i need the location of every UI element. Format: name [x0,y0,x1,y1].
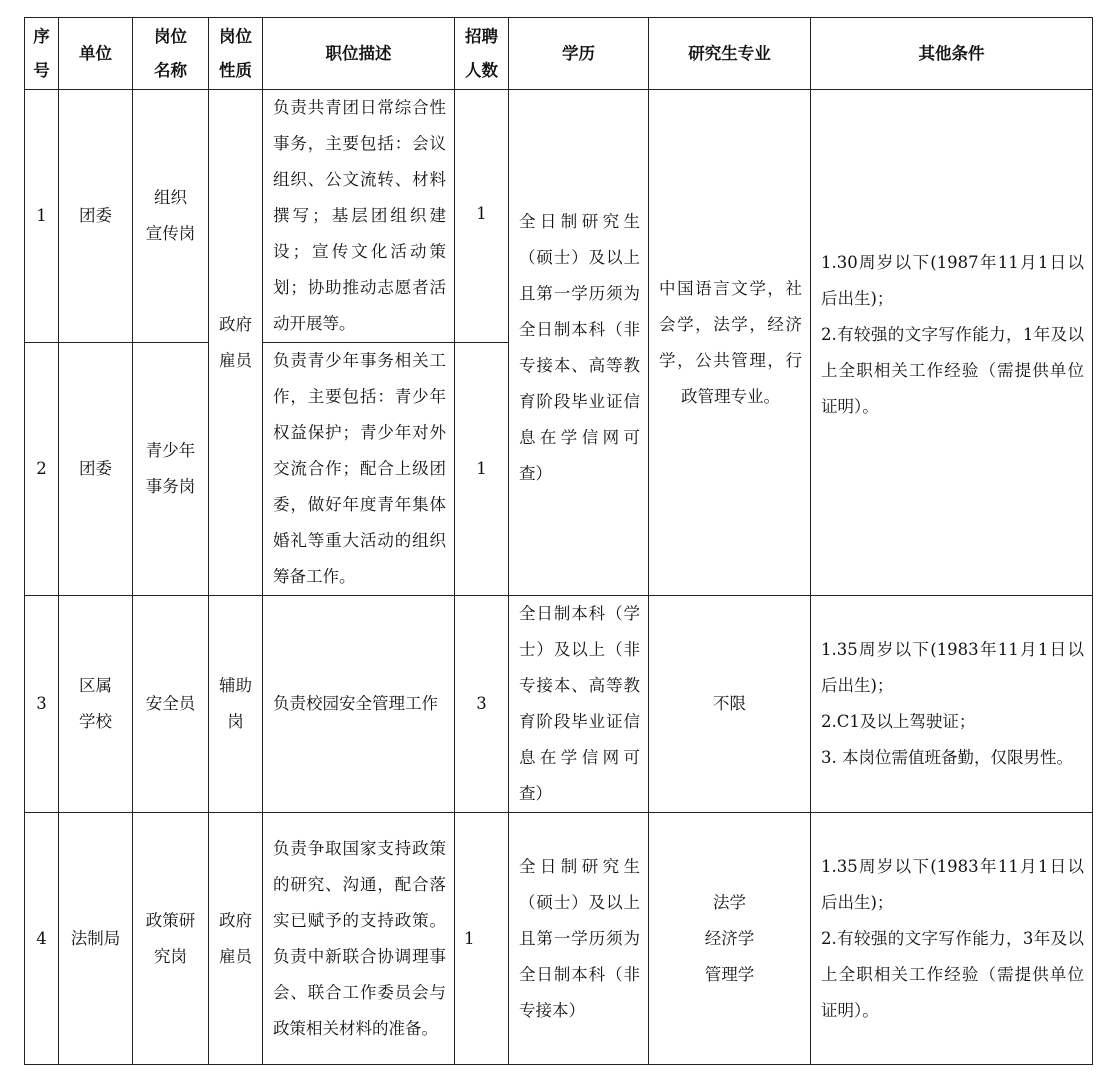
header-count: 招聘 人数 [455,18,509,90]
header-description: 职位描述 [263,18,455,90]
cell-major: 法学 经济学 管理学 [649,813,811,1065]
cell-description: 负责校园安全管理工作 [263,596,455,813]
cell-post-name: 安全员 [133,596,209,813]
cell-no: 1 [25,90,59,343]
header-unit: 单位 [59,18,133,90]
header-post-type: 岗位 性质 [209,18,263,90]
cell-other: 1.35周岁以下(1983年11月1日以后出生)； 2.有较强的文字写作能力，3年及以上全职相关工作经验（需提供单位证明）。 [811,813,1093,1065]
cell-no: 2 [25,343,59,596]
cell-post-type: 政府 雇员 [209,813,263,1065]
cell-other: 1.30周岁以下(1987年11月1日以后出生)； 2.有较强的文字写作能力，1年及以上全职相关工作经验（需提供单位证明）。 [811,90,1093,596]
cell-education: 全日制研究生（硕士）及以上且第一学历须为全日制本科（非专接本） [509,813,649,1065]
cell-education: 全日制本科（学士）及以上（非专接本、高等教育阶段毕业证信息在学信网可查） [509,596,649,813]
cell-count: 1 [455,90,509,343]
cell-description: 负责争取国家支持政策的研究、沟通，配合落实已赋予的支持政策。负责中新联合协调理事会、联合工作委员会与政策相关材料的准备。 [263,813,455,1065]
cell-description: 负责青少年事务相关工作，主要包括：青少年权益保护；青少年对外交流合作；配合上级团委，做好年度青年集体婚礼等重大活动的组织筹备工作。 [263,343,455,596]
cell-unit: 法制局 [59,813,133,1065]
cell-major: 中国语言文学，社会学，法学，经济学，公共管理，行政管理专业。 [649,90,811,596]
header-major: 研究生专业 [649,18,811,90]
table-row [25,90,1093,343]
cell-unit: 团委 [59,90,133,343]
cell-no: 4 [25,813,59,1065]
cell-post-type: 辅助 岗 [209,596,263,813]
cell-post-type: 政府 雇员 [209,90,263,596]
cell-unit: 区属 学校 [59,596,133,813]
cell-count: 1 [455,343,509,596]
cell-post-name: 组织 宣传岗 [133,90,209,343]
cell-description: 负责共青团日常综合性事务，主要包括：会议组织、公文流转、材料撰写；基层团组织建设；宣传文化活动策划；协助推动志愿者活动开展等。 [263,90,455,343]
table-row [25,813,1093,1065]
cell-other: 1.35周岁以下(1983年11月1日以后出生)； 2.C1及以上驾驶证； 3. 本岗位需值班备勤，仅限男性。 [811,596,1093,813]
header-post-name: 岗位 名称 [133,18,209,90]
cell-count: 1 [455,813,509,1065]
recruitment-table [24,17,1093,1065]
cell-post-name: 青少年 事务岗 [133,343,209,596]
cell-no: 3 [25,596,59,813]
cell-major: 不限 [649,596,811,813]
cell-post-name: 政策研 究岗 [133,813,209,1065]
cell-count: 3 [455,596,509,813]
header-no: 序 号 [25,18,59,90]
header-other: 其他条件 [811,18,1093,90]
header-row [25,18,1093,90]
table-row [25,596,1093,813]
header-education: 学历 [509,18,649,90]
cell-unit: 团委 [59,343,133,596]
cell-education: 全日制研究生（硕士）及以上且第一学历须为全日制本科（非专接本、高等教育阶段毕业证信息在学信网可查） [509,90,649,596]
